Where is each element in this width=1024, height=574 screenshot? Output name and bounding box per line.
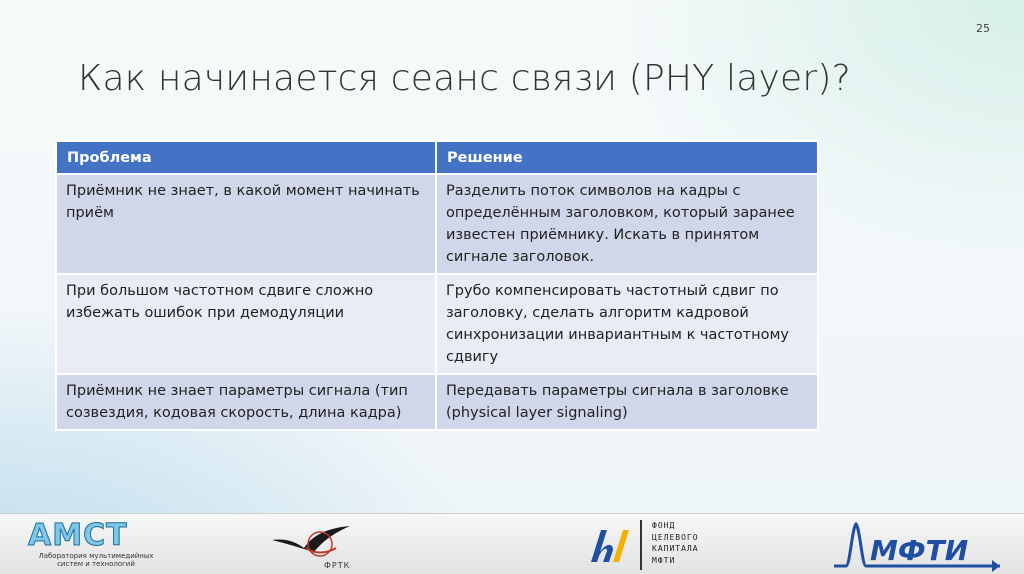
header-problem: Проблема xyxy=(56,141,436,174)
frtk-logo-text: ФРТК xyxy=(324,561,351,570)
amst-logo xyxy=(28,520,156,570)
slide-title: Как начинается сеанс связи (PHY layer)? xyxy=(78,58,851,99)
bird-icon xyxy=(266,518,356,562)
problem-cell: Приёмник не знает, в какой момент начинать приём xyxy=(56,174,436,274)
table-header-row xyxy=(56,141,818,174)
page-number: 25 xyxy=(976,22,990,35)
mipt-logo xyxy=(832,518,1002,572)
amst-logo-subtitle: Лаборатория мультимедийных систем и технологий xyxy=(38,552,154,568)
problem-solution-table xyxy=(55,140,819,431)
logo-footer xyxy=(0,513,1024,574)
table-row xyxy=(56,374,818,430)
amst-logo-wordmark: АМСТ xyxy=(28,518,128,553)
fund-logo-text: ФОНД ЦЕЛЕВОГО КАПИТАЛА МФТИ xyxy=(652,521,699,565)
frtk-logo xyxy=(266,518,356,572)
mipt-logo-text: МФТИ xyxy=(870,534,969,567)
header-solution: Решение xyxy=(436,141,818,174)
fund-emblem xyxy=(583,522,633,570)
fund-divider xyxy=(640,520,642,570)
solution-cell: Разделить поток символов на кадры с определённым заголовком, который заранее известен приёмнику. Искать в принятом сигнале заголовок. xyxy=(436,174,818,274)
solution-cell: Грубо компенсировать частотный сдвиг по заголовку, сделать алгоритм кадровой синхронизации инвариантным к частотному сдвигу xyxy=(436,274,818,374)
solution-cell: Передавать параметры сигнала в заголовке (physical layer signaling) xyxy=(436,374,818,430)
fund-emblem-icon xyxy=(583,522,633,570)
table-row xyxy=(56,174,818,274)
problem-cell: Приёмник не знает параметры сигнала (тип созвездия, кодовая скорость, длина кадра) xyxy=(56,374,436,430)
problem-cell: При большом частотном сдвиге сложно избежать ошибок при демодуляции xyxy=(56,274,436,374)
table-row xyxy=(56,274,818,374)
